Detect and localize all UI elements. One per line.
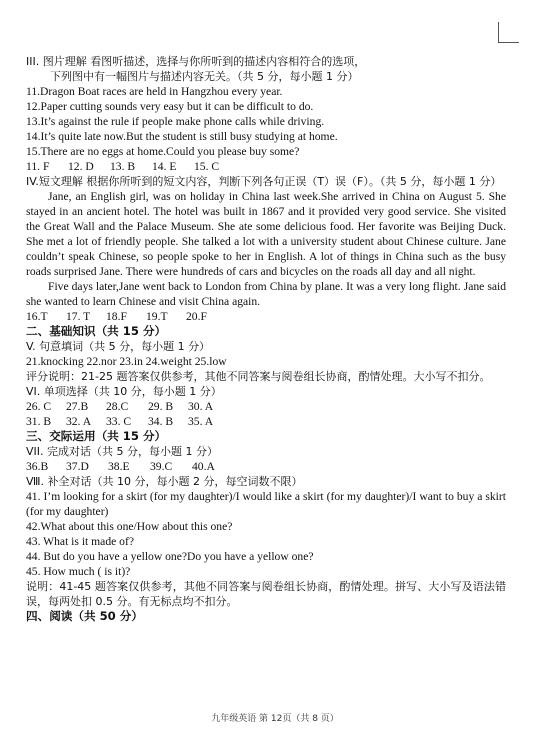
answer: 31. B	[26, 415, 52, 428]
answer: 40.A	[192, 460, 215, 473]
answer: 39.C	[150, 460, 173, 473]
answer: 30. A	[188, 400, 214, 413]
answer: 14. E	[152, 160, 177, 173]
answer: 35. A	[188, 415, 214, 428]
list-item: 45. How much ( is it)?	[26, 565, 131, 578]
scoring-note: 说明：41-45 题答案仅供参考，其他不同答案与阅卷组长协商，酌情处理。拼写、大小写及语法错误，每两处扣 0.5 分。有无标点均不扣分。	[26, 580, 506, 608]
part3-title: 三、交际运用（共 15 分）	[26, 429, 167, 443]
answer: 37.D	[66, 460, 89, 473]
answer: 19.T	[146, 310, 168, 323]
list-item: 44. But do you have a yellow one?Do you have a yellow one?	[26, 550, 314, 563]
answer: 18.F	[106, 310, 127, 323]
section8-title: Ⅷ. 补全对话（共 10 分，每小题 2 分，每空词数不限）	[26, 475, 303, 488]
passage-paragraph-1: Jane, an English girl, was on holiday in China last week.She arrived in China on August 5. She stayed in an ancient hotel. The hotel was built in 1867 and it provided very good service. She visited the Great Wall and the Palace Museum. She ate some delicious food. Her favorite was Beijing Duck. She met a lot of friendly people. She talked a lot with a university student about Chinese culture. Jane couldn’t speak Chinese, so people spoke to her in English. A lot of things in China such as the busy roads surprised Jane. There were hundreds of cars and bicycles on the roads all day and all night.	[26, 190, 506, 278]
list-item: 15.There are no eggs at home.Could you please buy some?	[26, 145, 300, 158]
answer: 17. T	[66, 310, 91, 323]
list-item: 43. What is it made of?	[26, 535, 134, 548]
answer: 12. D	[68, 160, 94, 173]
section5-answers: 21.knocking 22.nor 23.in 24.weight 25.low	[26, 355, 227, 368]
answer: 34. B	[148, 415, 174, 428]
answer: 11. F	[26, 160, 50, 173]
scoring-note: 评分说明：21-25 题答案仅供参考，其他不同答案与阅卷组长协商，酌情处理。大小写不扣分。	[26, 370, 491, 383]
answer: 32. A	[66, 415, 92, 428]
answer: 38.E	[108, 460, 130, 473]
part2-title: 二、基础知识（共 15 分）	[26, 324, 167, 338]
list-item: 42.What about this one/How about this one?	[26, 520, 233, 533]
answer: 15. C	[194, 160, 220, 173]
page-corner-mark	[498, 22, 519, 43]
part4-title: 四、阅读（共 50 分）	[26, 609, 143, 623]
answer: 33. C	[106, 415, 132, 428]
page-footer: 九年级英语 第 12页（共 8 页）	[211, 714, 339, 724]
list-item: 41. I’m looking for a skirt (for my daughter)/I would like a skirt (for my daughter)/I want to buy a skirt (for my daughter)	[26, 490, 506, 518]
answer: 27.B	[66, 400, 89, 413]
list-item: 11.Dragon Boat races are held in Hangzhou every year.	[26, 85, 283, 98]
answer: 13. B	[110, 160, 136, 173]
section3-answers	[26, 159, 506, 174]
passage-paragraph-2: Five days later,Jane went back to London from China by plane. It was a very long flight. Jane said she wanted to learn Chinese and visit China again.	[26, 280, 506, 308]
section7-title: VII. 完成对话（共 5 分，每小题 1 分）	[26, 445, 218, 458]
section4-answers	[26, 309, 506, 324]
answer: 16.T	[26, 310, 48, 323]
list-item: 14.It’s quite late now.But the student is still busy studying at home.	[26, 130, 338, 143]
document-body	[26, 54, 506, 624]
list-item: 13.It’s against the rule if people make phone calls while driving.	[26, 115, 325, 128]
answer: 20.F	[186, 310, 207, 323]
section3-title: III. 图片理解 看图听描述，选择与你所听到的描述内容相符合的选项，	[26, 55, 366, 68]
list-item: 12.Paper cutting sounds very easy but it can be difficult to do.	[26, 100, 314, 113]
section4-title: IV.短文理解 根据你所听到的短文内容，判断下列各句正误（T）误（F）。（共 5 分，每小题 1 分）	[26, 175, 502, 188]
section6-answers-row2	[26, 414, 506, 429]
answer: 26. C	[26, 400, 52, 413]
answer: 36.B	[26, 460, 49, 473]
section7-answers	[26, 459, 506, 474]
section6-title: VI. 单项选择（共 10 分，每小题 1 分）	[26, 385, 222, 398]
section6-answers-row1	[26, 399, 506, 414]
section3-note: 下列图中有一幅图片与描述内容无关。（共 5 分，每小题 1 分）	[50, 70, 359, 83]
answer: 28.C	[106, 400, 129, 413]
answer: 29. B	[148, 400, 174, 413]
section5-title: V. 句意填词（共 5 分，每小题 1 分）	[26, 340, 211, 353]
